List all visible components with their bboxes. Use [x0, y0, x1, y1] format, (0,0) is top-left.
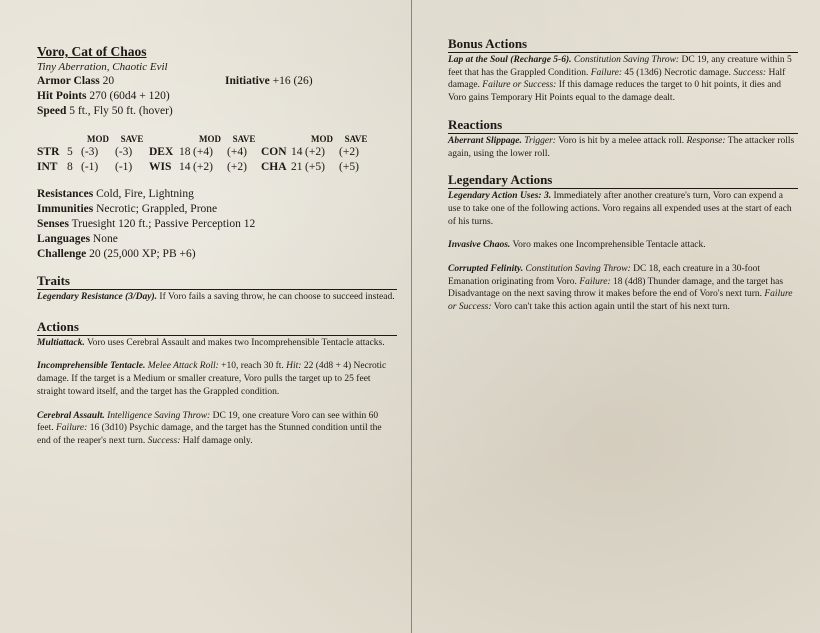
legendary-actions-section — [448, 173, 798, 314]
section-heading-bonus-actions: Bonus Actions — [448, 37, 798, 53]
ability-score: 21 — [291, 161, 303, 173]
ability-save: (-3) — [115, 146, 133, 158]
action-multiattack: Multiattack. Voro uses Cerebral Assault and makes two Incomprehensible Tentacle attacks. — [37, 337, 385, 348]
ability-row — [37, 160, 373, 175]
legendary-action-corrupted-felinity: Corrupted Felinity. Constitution Saving Throw: DC 18, each creature in a 30-foot Emanation originating from Voro. Failure: 18 (4d8) Thunder damage, and the target has Disadvantage on the next saving throw it makes before the end of Voro's next turn. Failure or Success: Voro can't take this action again until the start of his next turn. — [448, 264, 793, 313]
section-heading-actions: Actions — [37, 320, 397, 336]
trait-legendary-resistance: Legendary Resistance (3/Day). If Voro fails a saving throw, he can choose to succeed instead. — [37, 292, 395, 302]
ability-score: 14 — [179, 161, 191, 173]
ability-score-table — [37, 133, 373, 175]
save-header: SAVE — [120, 134, 144, 144]
creature-name: Voro, Cat of Chaos — [37, 44, 147, 59]
languages: Languages None — [37, 233, 118, 245]
ability-mod: (+2) — [305, 146, 325, 158]
bonus-action-lap-at-the-soul: Lap at the Soul (Recharge 5-6). Constitution Saving Throw: DC 19, any creature within 5 feet that has the Grappled Condition. Failure: 45 (13d6) Necrotic damage. Success: Half damage. Failure or Success: If this damage reduces the target to 0 hit points, it dies and Voro gains Temporary Hit Points equal to the damage dealt. — [448, 55, 792, 104]
ability-save: (-1) — [115, 161, 133, 173]
ability-name: INT — [37, 161, 58, 173]
creature-type: Tiny Aberration, Chaotic Evil — [37, 61, 168, 73]
mod-header: MOD — [199, 134, 221, 144]
ability-name: CHA — [261, 161, 287, 173]
mod-header: MOD — [311, 134, 333, 144]
ability-mod: (-1) — [81, 161, 99, 173]
ability-score: 8 — [67, 161, 73, 173]
ac-initiative-row — [37, 74, 397, 89]
ability-name: WIS — [149, 161, 172, 173]
ability-save: (+2) — [339, 146, 359, 158]
action-cerebral-assault: Cerebral Assault. Intelligence Saving Throw: DC 19, one creature Voro can see within 60 feet. Failure: 16 (3d10) Psychic damage, and the target has the Stunned condition until the end of the reaper's next turn. Success: Half damage only. — [37, 410, 382, 446]
ability-mod: (+5) — [305, 161, 325, 173]
legendary-action-uses: Legendary Action Uses: 3. Immediately after another creature's turn, Voro can expend a use to take one of the following actions. Voro regains all expended uses at the start of each of his turns. — [448, 191, 792, 227]
ability-score: 5 — [67, 146, 73, 158]
reaction-aberrant-slippage: Aberrant Slippage. Trigger: Voro is hit by a melee attack roll. Response: The attacker rolls again, using the lower roll. — [448, 135, 795, 159]
legendary-action-invasive-chaos: Invasive Chaos. Voro makes one Incomprehensible Tentacle attack. — [448, 240, 706, 251]
hit-points: Hit Points 270 (60d4 + 120) — [37, 90, 170, 102]
section-heading-reactions: Reactions — [448, 118, 798, 134]
challenge: Challenge 20 (25,000 XP; PB +6) — [37, 248, 196, 260]
ability-mod: (+2) — [193, 161, 213, 173]
traits-section — [37, 274, 397, 304]
reactions-section — [448, 118, 798, 160]
section-heading-legendary-actions: Legendary Actions — [448, 173, 798, 189]
ability-save: (+4) — [227, 146, 247, 158]
ability-row — [37, 145, 373, 160]
immunities: Immunities Necrotic; Grappled, Prone — [37, 203, 218, 215]
save-header: SAVE — [232, 134, 256, 144]
ability-name: CON — [261, 146, 287, 158]
save-header: SAVE — [344, 134, 368, 144]
actions-section — [37, 320, 397, 448]
armor-class: Armor Class 20 — [37, 75, 115, 87]
ability-mod: (-3) — [81, 146, 99, 158]
ability-score: 18 — [179, 146, 191, 158]
ability-score: 14 — [291, 146, 303, 158]
ability-name: DEX — [149, 146, 174, 158]
bonus-actions-section — [448, 37, 798, 105]
mod-header: MOD — [87, 134, 109, 144]
section-heading-traits: Traits — [37, 274, 397, 290]
ability-save: (+5) — [339, 161, 359, 173]
details-block — [37, 187, 397, 262]
senses: Senses Truesight 120 ft.; Passive Perception 12 — [37, 218, 256, 230]
ability-mod: (+4) — [193, 146, 213, 158]
ability-header-row — [37, 133, 373, 145]
initiative: Initiative +16 (26) — [225, 75, 313, 87]
right-page — [412, 0, 820, 633]
speed: Speed 5 ft., Fly 50 ft. (hover) — [37, 105, 173, 117]
resistances: Resistances Cold, Fire, Lightning — [37, 188, 194, 200]
ability-name: STR — [37, 146, 60, 158]
action-incomprehensible-tentacle: Incomprehensible Tentacle. Melee Attack Roll: +10, reach 30 ft. Hit: 22 (4d8 + 4) Necrotic damage. If the target is a Medium or smaller creature, Voro pulls the target up to 25 feet straight toward itself, and the target has the Grappled condition. — [37, 361, 387, 397]
ability-save: (+2) — [227, 161, 247, 173]
